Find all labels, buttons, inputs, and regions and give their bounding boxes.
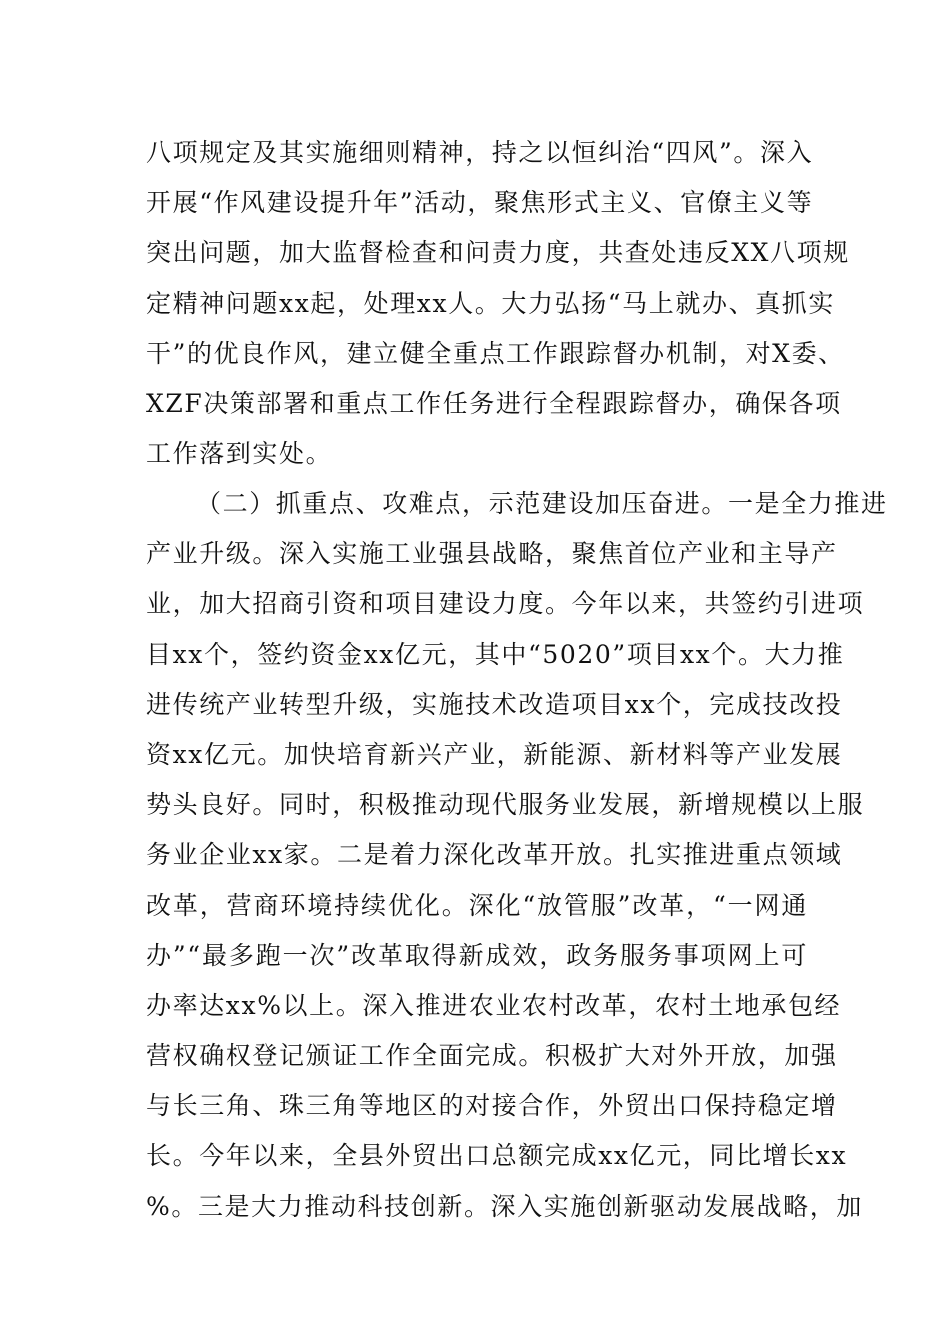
text-line: 干”的优良作风，建立健全重点工作跟踪督办机制，对X委、 (146, 338, 845, 368)
text-line: 务业企业xx家。二是着力深化改革开放。扎实推进重点领域 (146, 840, 843, 870)
text-line: 开展“作风建设提升年”活动，聚焦形式主义、官僚主义等 (146, 188, 814, 218)
text-line: 办”“最多跑一次”改革取得新成效，政务服务事项网上可 (146, 940, 808, 970)
text-line: 势头良好。同时，积极推动现代服务业发展，新增规模以上服 (146, 790, 865, 820)
paragraph-key-points (146, 479, 888, 1282)
paragraph-work-style (146, 128, 850, 479)
text-line: XZF决策部署和重点工作任务进行全程跟踪督办，确保各项 (146, 388, 842, 418)
text-line: 目xx个，签约资金xx亿元，其中“5020”项目xx个。大力推 (146, 639, 845, 669)
text-line: %。三是大力推动科技创新。深入实施创新驱动发展战略，加 (146, 1191, 863, 1221)
text-line: 办率达xx%以上。深入推进农业农村改革，农村土地承包经 (146, 990, 842, 1020)
text-line: 资xx亿元。加快培育新兴产业，新能源、新材料等产业发展 (146, 739, 843, 769)
text-line: 与长三角、珠三角等地区的对接合作，外贸出口保持稳定增 (146, 1091, 838, 1121)
text-line (146, 1232, 808, 1282)
text-line: 业，加大招商引资和项目建设力度。今年以来，共签约引进项 (146, 589, 865, 619)
text-line: 突出问题，加大监督检查和问责力度，共查处违反XX八项规 (146, 238, 850, 268)
text-line: 营权确权登记颁证工作全面完成。积极扩大对外开放，加强 (146, 1041, 838, 1071)
text-line: 长。今年以来，全县外贸出口总额完成xx亿元，同比增长xx (146, 1141, 848, 1171)
text-line: 进传统产业转型升级，实施技术改造项目xx个，完成技改投 (146, 689, 843, 719)
text-line: 产业升级。深入实施工业强县战略，聚焦首位产业和主导产 (146, 539, 838, 569)
text-line: 改革，营商环境持续优化。深化“放管服”改革，“一网通 (146, 890, 808, 920)
text-line: 工作落到实处。 (146, 439, 333, 469)
text-line: 八项规定及其实施细则精神，持之以恒纠治“四风”。深入 (146, 138, 814, 167)
text-line: 定精神问题xx起，处理xx人。大力弘扬“马上就办、真抓实 (146, 288, 835, 318)
section-heading-line: （二）抓重点、攻难点，示范建设加压奋进。一是全力推进 (196, 489, 888, 518)
